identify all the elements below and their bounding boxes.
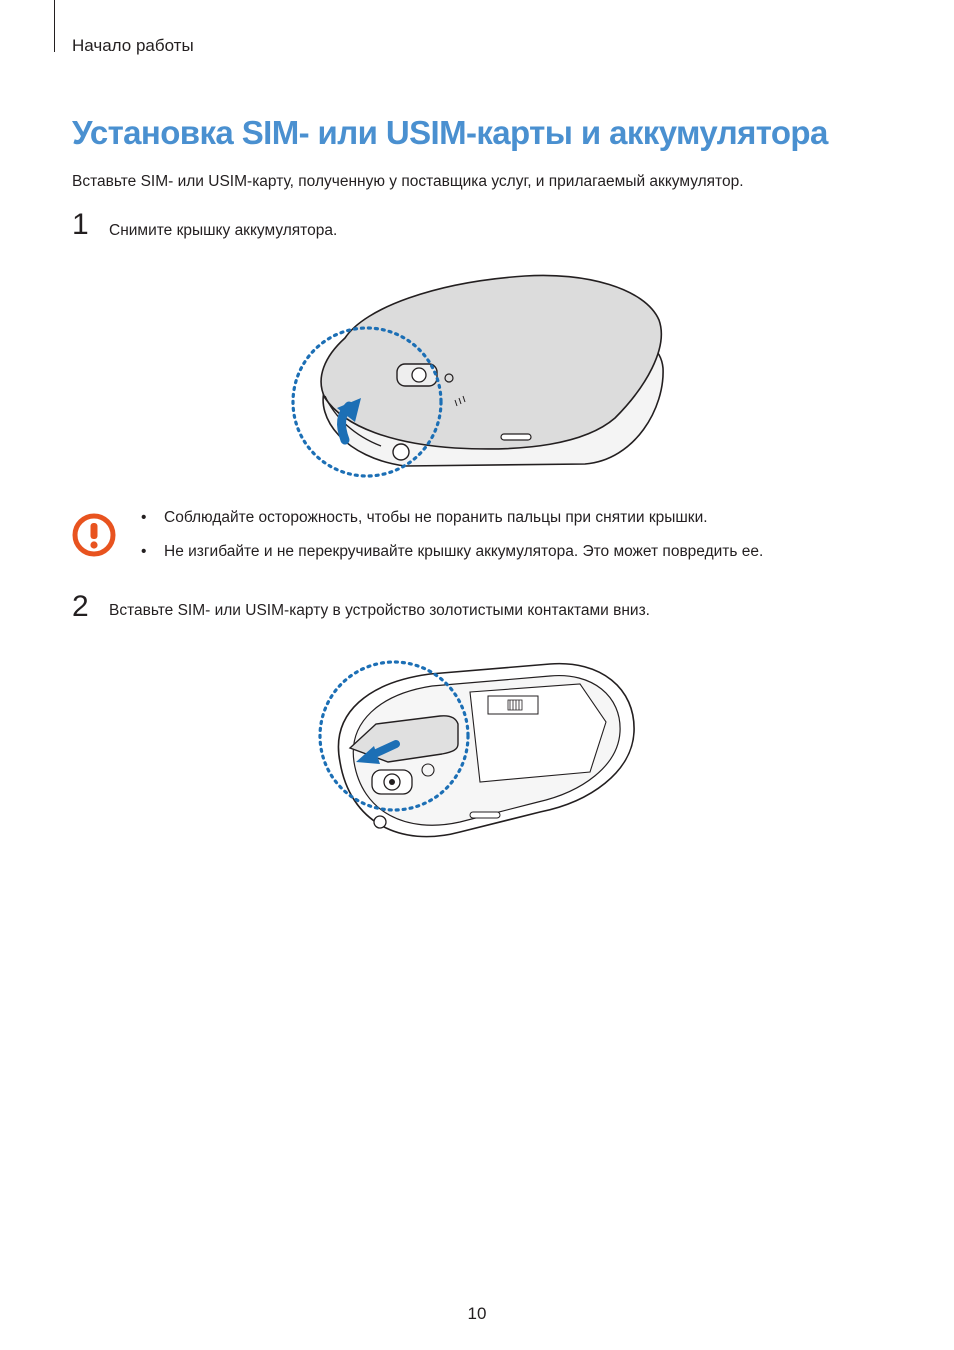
- caution-list: [138, 508, 763, 576]
- insert-sim-illustration: [310, 652, 640, 856]
- step-1-number: 1: [72, 208, 89, 241]
- page-number: 10: [467, 1304, 487, 1323]
- remove-cover-illustration: [285, 268, 675, 486]
- caution-item-text: Соблюдайте осторожность, чтобы не поранить пальцы при снятии крышки.: [164, 509, 708, 526]
- caution-item: [138, 542, 763, 562]
- caution-icon: [72, 513, 116, 557]
- intro-text: Вставьте SIM- или USIM-карту, полученную у поставщика услуг, и прилагаемый аккумулятор.: [72, 173, 744, 190]
- page-title: Установка SIM- или USIM-карты и аккумулятора: [72, 114, 828, 151]
- caution-item: [138, 508, 763, 528]
- step-2-text: Вставьте SIM- или USIM-карту в устройство золотистыми контактами вниз.: [109, 602, 650, 619]
- bullet: •: [141, 543, 147, 560]
- section-header: Начало работы: [72, 36, 194, 55]
- step-2-number: 2: [72, 590, 89, 623]
- caution-item-text: Не изгибайте и не перекручивайте крышку аккумулятора. Это может повредить ее.: [164, 543, 764, 560]
- step-1-text: Снимите крышку аккумулятора.: [109, 222, 338, 239]
- bullet: •: [141, 509, 147, 526]
- header-rule: [54, 0, 55, 52]
